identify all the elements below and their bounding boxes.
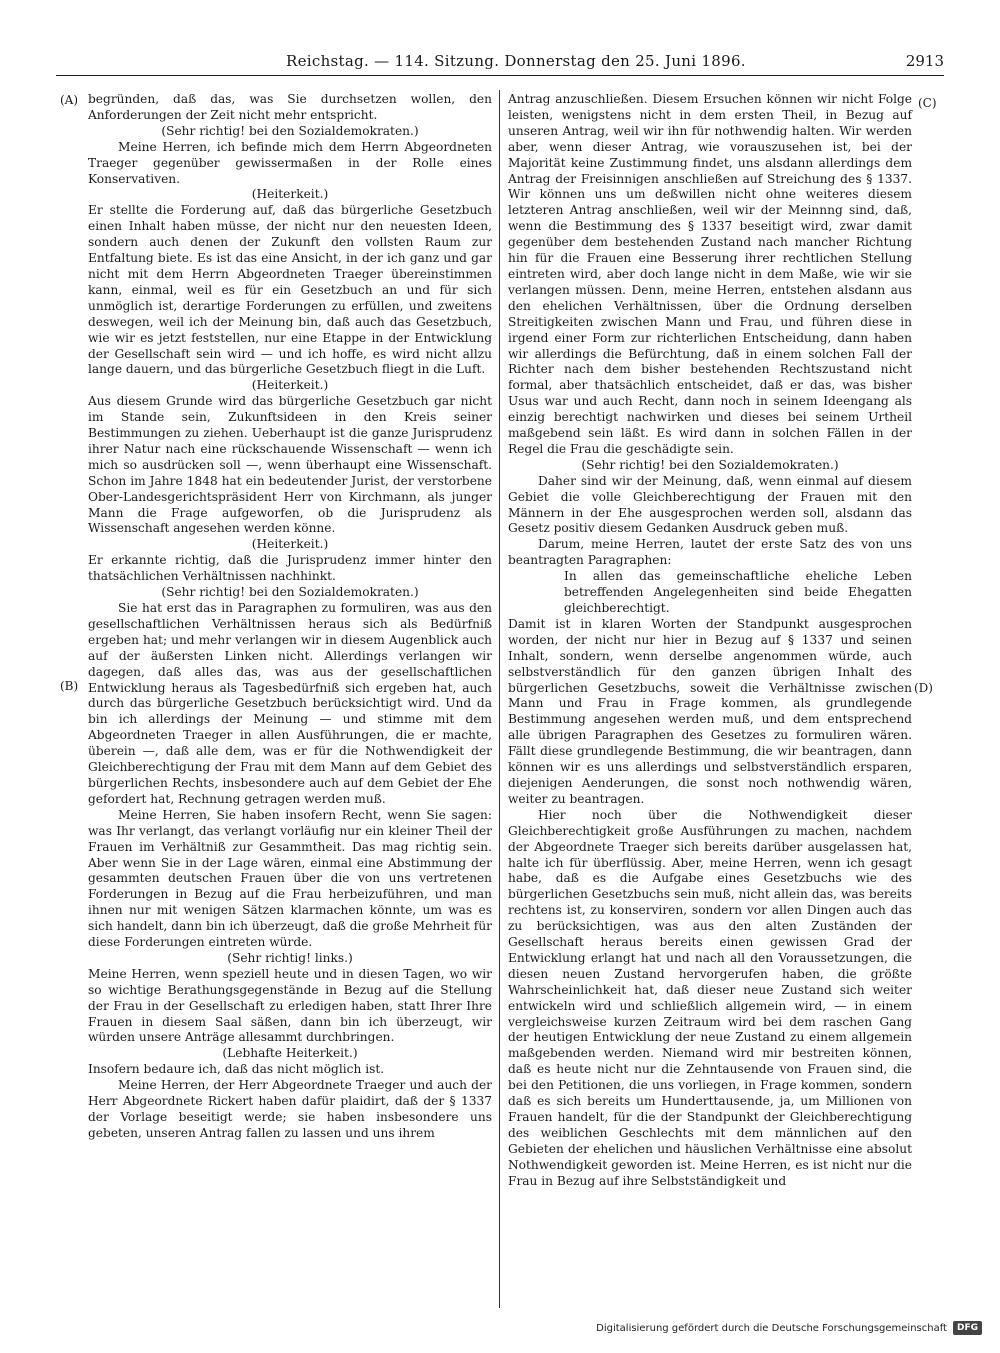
interjection: (Sehr richtig! links.) [227, 950, 353, 965]
paragraph: begründen, daß das, was Sie durchsetzen wollen, den Anforderungen der Zeit nicht mehr entspricht. [88, 92, 492, 122]
paragraph: Er stellte die Forderung auf, daß das bürgerliche Gesetzbuch einen Inhalt haben müsse, der nicht nur den neuesten Ideen, sondern auch denen der Zukunft den vollsten Raum zur Entfaltung biete. Es ist das eine Ansicht, in der ich ganz und gar nicht mit dem Herrn Abgeordneten Traeger übereinstimmen kann, einmal, weil es für ein Gesetzbuch an und für sich unmöglich ist, derartige Forderungen zu erfüllen, und zweitens deswegen, weil ich der Meinung bin, daß auch das Gesetzbuch, wie wir es jetzt feststellen, nur eine Etappe in der Entwicklung der Gesellschaft sein wird — und ich hoffe, es wird nicht allzu lange dauern, und das bürgerliche Gesetzbuch fliegt in die Luft. [88, 203, 492, 377]
page-header [56, 50, 944, 76]
left-column [88, 92, 492, 1142]
paragraph: Meine Herren, Sie haben insofern Recht, wenn Sie sagen: was Ihr verlangt, das verlangt vorläufig nur ein kleiner Theil der Frauen im Verhältniß zur Gesammtheit. Das mag richtig sein. Aber wenn Sie in der Lage wären, einmal eine Abstimmung der gesammten deutschen Frauen über die von uns vertretenen Forderungen in Bezug auf die Frau herbeizuführen, und man ihnen nur mit wenigen Sätzen klarmachen könnte, um was es sich handelt, dann bin ich überzeugt, daß die große Mehrheit für diese Forderungen eintreten würde. [88, 807, 492, 950]
paragraph: Daher sind wir der Meinung, daß, wenn einmal auf diesem Gebiet die volle Gleichberechtigung der Frauen mit den Männern in der Ehe ausgesprochen werden soll, alsdann das Gesetz positiv diesem Gedanken Ausdruck geben muß. [508, 473, 912, 536]
paragraph: Hier noch über die Nothwendigkeit dieser Gleichberechtigkeit große Ausführungen zu machen, nachdem der Abgeordnete Traeger sich bereits darüber ausgelassen hat, halte ich für überflüssig. Aber, meine Herren, wenn ich gesagt habe, daß es die Aufgabe eines Gesetzbuchs wie des bürgerlichen Gesetzbuchs sein muß, nicht allein das, was bereits rechtens ist, zu konserviren, sondern vor allen Dingen auch das zu berücksichtigen, was aus den alten Zuständen der Gesellschaft heraus bereits einen gewissen Grad der Entwicklung erlangt hat und nach all den Voraussetzungen, die diesen neuen Zustand hervorgerufen haben, die größte Wahrscheinlichkeit hat, daß dieser neue Zustand sich weiter entwickeln wird und schließlich allgemein wird, — in einem vergleichsweise kurzen Zeitraum wird bei dem raschen Gang der heutigen Entwicklung der neue Zustand zu einem allgemein maßgebenden werden. Niemand wird mir bestreiten können, daß es heute nicht nur die Zehntausende von Frauen sind, die bei den Petitionen, die uns vorliegen, in Frage kommen, sondern daß es sich bereits um Hunderttausende, ja, um Millionen von Frauen handelt, für die der Standpunkt der Gleichberechtigung des weiblichen Geschlechts mit dem männlichen auf den Gebieten der ehelichen und häuslichen Verhältnisse eine absolut Nothwendigkeit geworden ist. Meine Herren, es ist nicht nur die Frau in Bezug auf ihre Selbstständigkeit und [508, 807, 912, 1188]
paragraph: Sie hat erst das in Paragraphen zu formuliren, was aus den gesellschaftlichen Verhältnissen heraus sich als Bedürfniß ergeben hat; und mehr verlangen wir in diesem Augenblick auch auf der äußersten Linken nicht. Allerdings verlangen wir dagegen, daß alles das, was aus der gesellschaftlichen Entwicklung heraus als Tagesbedürfniß sich ergeben hat, auch durch das bürgerliche Gesetzbuch berücksichtigt wird. Und da bin ich allerdings der Meinung — und stimme mit dem Abgeordneten Traeger in allen Ausführungen, die er machte, überein —, daß alle dem, was er für die Nothwendigkeit der Gleichberechtigung der Frau mit dem Mann auf dem Gebiet des bürgerlichen Rechts, insbesondere auch auf dem Gebiet der Ehe gefordert hat, Rechnung getragen werden muß. [88, 601, 492, 806]
right-column [508, 92, 912, 1190]
paragraph: Damit ist in klaren Worten der Standpunkt ausgesprochen worden, der nicht nur hier in Bezug auf § 1337 und seinen Inhalt, sondern, wenn derselbe angenommen würde, auch selbstverständlich für den ganzen übrigen Inhalt des bürgerlichen Gesetzbuchs, soweit die Verhältnisse zwischen Mann und Frau in Frage kommen, als grundlegende Bestimmung angesehen werden muß, und dem entsprechend alle übrigen Paragraphen des Gesetzes zu formuliren wären. Fällt diese grundlegende Bestimmung, die wir beantragen, dann können wir es uns allerdings und selbstverständlich ersparen, diejenigen Aenderungen, die sonst noch nothwendig wären, weiter zu beantragen. [508, 616, 912, 806]
interjection: (Lebhafte Heiterkeit.) [222, 1046, 358, 1061]
paragraph: Meine Herren, wenn speziell heute und in diesen Tagen, wo wir so wichtige Berathungsgegenstände in Bezug auf die Stellung der Frau in der Gesellschaft zu erledigen haben, statt Ihrer Ihre Frauen in diesem Saal säßen, dann bin ich überzeugt, wir würden unsere Anträge allesammt durchbringen. [88, 966, 492, 1045]
interjection: (Heiterkeit.) [251, 537, 329, 552]
header-rule [56, 75, 944, 76]
margin-marker-a: (A) [60, 93, 79, 107]
paragraph: Meine Herren, der Herr Abgeordnete Traeger und auch der Herr Abgeordnete Rickert haben dafür plaidirt, daß der § 1337 der Vorlage beseitigt werde; sie haben insbesondere uns gebeten, unseren Antrag fallen zu lassen und uns ihrem [88, 1078, 492, 1140]
margin-marker-d: (D) [914, 681, 933, 695]
paragraph: Aus diesem Grunde wird das bürgerliche Gesetzbuch gar nicht im Stande sein, Zukunftsideen in den Kreis seiner Bestimmungen zu ziehen. Ueberhaupt ist die ganze Jurisprudenz ihrer Natur nach eine rückschauende Wissenschaft — wenn ich mich so ausdrücken soll —, wenn überhaupt eine Wissenschaft. Schon im Jahre 1848 hat ein bedeutender Jurist, der verstorbene Ober-Landesgerichtspräsident Herr von Kirchmann, als junger Mann die Frage aufgeworfen, ob die Jurisprudenz als Wissenschaft angesehen werden könne. [88, 394, 492, 536]
interjection: (Sehr richtig! bei den Sozialdemokraten.) [581, 457, 839, 472]
margin-marker-b: (B) [60, 679, 79, 693]
paragraph: In allen das gemeinschaftliche eheliche Leben betreffenden Angelegenheiten sind beide Ehegatten gleichberechtigt. [564, 569, 912, 615]
page-number: 2913 [905, 52, 944, 70]
paragraph: Meine Herren, ich befinde mich dem Herrn Abgeordneten Traeger gegenüber gewissermaßen in der Rolle eines Konservativen. [88, 139, 492, 186]
dfg-logo: DFG [953, 1321, 982, 1335]
column-divider [499, 90, 500, 1308]
page-footer [596, 1321, 982, 1335]
footer-credit: Digitalisierung gefördert durch die Deutsche Forschungsgemeinschaft [596, 1322, 947, 1334]
paragraph: Darum, meine Herren, lautet der erste Satz des von uns beantragten Paragraphen: [508, 537, 912, 568]
paragraph: Er erkannte richtig, daß die Jurisprudenz immer hinter den thatsächlichen Verhältnissen nachhinkt. [88, 553, 492, 584]
interjection: (Sehr richtig! bei den Sozialdemokraten.) [161, 585, 419, 600]
interjection: (Sehr richtig! bei den Sozialdemokraten.) [161, 123, 419, 138]
paragraph: Insofern bedaure ich, daß das nicht möglich ist. [88, 1062, 385, 1077]
interjection: (Heiterkeit.) [251, 378, 329, 393]
interjection: (Heiterkeit.) [251, 187, 329, 202]
paragraph: Antrag anzuschließen. Diesem Ersuchen können wir nicht Folge leisten, wenigstens nicht in dem ersten Theil, in Bezug auf unseren Antrag, weil wir ihn für nothwendig halten. Wir werden aber, wenn dieser Antrag, wie vorauszusehen ist, bei der Majorität keine Zustimmung findet, uns alsdann allerdings dem Antrag der Freisinnigen anschließen auf Streichung des § 1337. Wir können uns um deßwillen nicht ohne weiteres diesem letzteren Antrag anschließen, weil wir der Meinnng sind, daß, wenn die Bestimmung des § 1337 beseitigt wird, zwar damit gegenüber dem bestehenden Zustand nach mancher Richtung hin für die Frauen eine Besserung ihrer rechtlichen Stellung eintreten wird, aber doch lange nicht in dem Maße, wie wir sie verlangen müssen. Denn, meine Herren, entstehen alsdann aus den ehelichen Verhältnissen, über die Ordnung derselben Streitigkeiten zwischen Mann und Frau, und führen diese in irgend einer Form zur richterlichen Entscheidung, dann haben wir allerdings die Befürchtung, daß in einem solchen Fall der Richter nach dem bisher bestehenden Rechtszustand nicht formal, aber thatsächlich entscheidet, daß er das, was bisher Usus war und auch Recht, dann noch in seinem Ideengang als einzig berechtigt nachwirken und dieses bei seinem Urtheil maßgebend sein läßt. Es wird dann in solchen Fällen in der Regel die Frau die geschädigte sein. [508, 92, 912, 456]
margin-marker-c: (C) [918, 96, 937, 110]
running-title: Reichstag. — 114. Sitzung. Donnerstag den 25. Juni 1896. [286, 52, 746, 70]
